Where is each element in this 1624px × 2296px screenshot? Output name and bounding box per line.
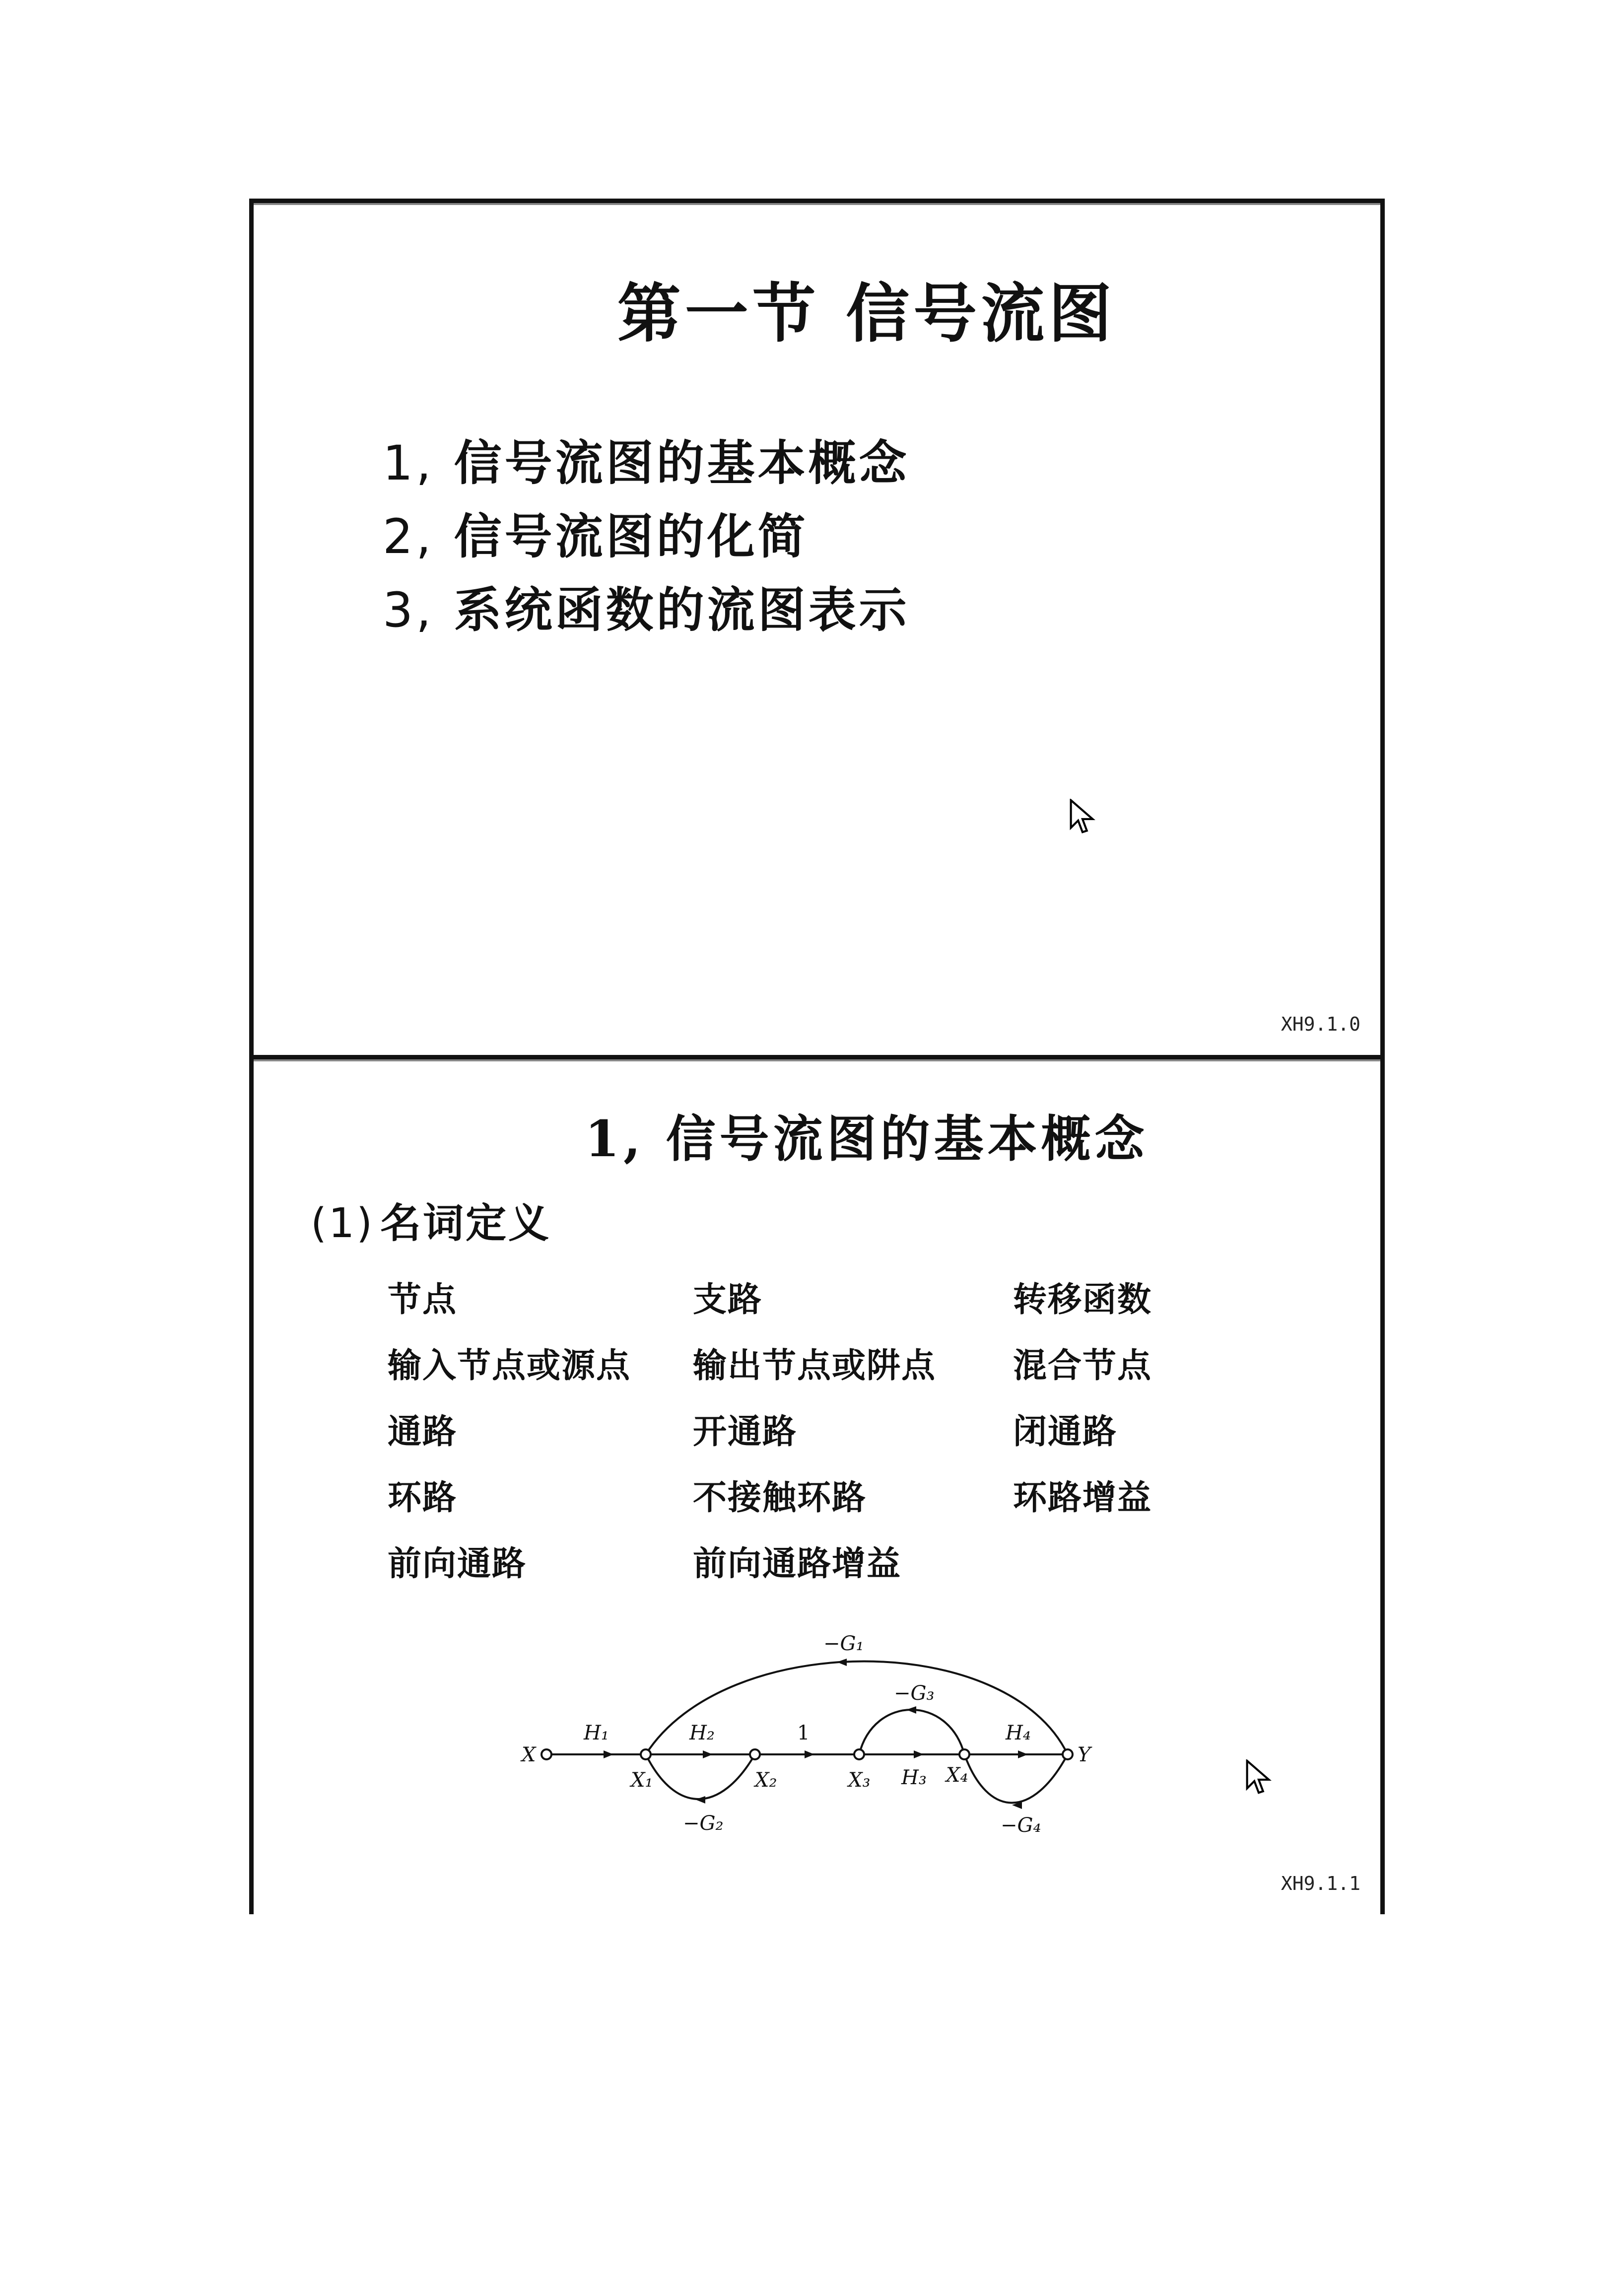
branch-G2 (646, 1754, 755, 1799)
term: 闭通路 (1013, 1412, 1118, 1452)
label-X1: X₁ (631, 1769, 653, 1792)
arrow-G3 (906, 1706, 916, 1714)
term: 节点 (388, 1280, 458, 1320)
outline-item (383, 573, 910, 647)
outline-item-number: 2, (383, 509, 434, 564)
term: 混合节点 (1013, 1346, 1152, 1386)
arrow-1 (805, 1750, 814, 1758)
term: 输出节点或阱点 (693, 1346, 937, 1386)
slide-1 (249, 199, 1385, 1055)
slide-1-title: 第一节 信号流图 (617, 277, 1116, 351)
arrow-H4 (1018, 1750, 1028, 1758)
term: 前向通路 (388, 1544, 527, 1584)
label-G1: −G₁ (823, 1632, 864, 1655)
slide-1-outline (383, 426, 910, 647)
term: 不接触环路 (693, 1478, 867, 1518)
term: 前向通路增益 (693, 1544, 902, 1584)
label-G2: −G₂ (683, 1812, 724, 1835)
outline-item-number: 3, (383, 582, 434, 638)
subheading-number: (1) (311, 1200, 375, 1247)
branch-G3 (859, 1710, 964, 1754)
outline-item-text: 信号流图的化简 (454, 508, 809, 564)
label-Y: Y (1078, 1743, 1091, 1766)
label-X4: X₄ (946, 1764, 968, 1787)
node-X1 (641, 1749, 651, 1759)
label-X2: X₂ (755, 1769, 777, 1792)
branch-G4 (964, 1754, 1068, 1803)
slide-top-rule (254, 203, 1380, 205)
term: 转移函数 (1013, 1280, 1152, 1320)
label-1: 1 (797, 1722, 810, 1744)
arrow-G1 (837, 1659, 847, 1666)
outline-item-text: 系统函数的流图表示 (454, 582, 910, 638)
label-H1: H₁ (584, 1722, 609, 1744)
mouse-pointer-icon (1068, 799, 1097, 836)
arrow-H3 (914, 1750, 924, 1758)
term: 开通路 (693, 1412, 798, 1452)
term: 环路增益 (1013, 1478, 1152, 1518)
node-X2 (750, 1749, 760, 1759)
mouse-pointer-icon (1244, 1759, 1274, 1797)
label-X: X (522, 1743, 536, 1766)
slide-1-footer-code: XH9.1.0 (1281, 1013, 1360, 1035)
label-H2: H₂ (689, 1722, 715, 1744)
node-X4 (959, 1749, 969, 1759)
label-H4: H₄ (1006, 1722, 1031, 1744)
term: 环路 (388, 1478, 458, 1518)
outline-item-text: 信号流图的基本概念 (454, 435, 910, 491)
arrow-H1 (604, 1750, 613, 1758)
node-X3 (854, 1749, 864, 1759)
slide-2-title: 1, 信号流图的基本概念 (585, 1110, 1149, 1168)
label-X3: X₃ (848, 1769, 871, 1792)
signal-flow-graph (254, 1059, 1380, 1919)
outline-item-number: 1, (383, 435, 434, 491)
term: 通路 (388, 1412, 458, 1452)
node-X (541, 1749, 551, 1759)
label-G3: −G₃ (894, 1682, 935, 1705)
arrow-G2 (695, 1796, 705, 1804)
subheading-text: 名词定义 (380, 1199, 551, 1247)
slide-2 (249, 1055, 1385, 1914)
label-G4: −G₄ (1001, 1814, 1041, 1837)
arrow-H2 (703, 1750, 713, 1758)
label-H3: H₃ (901, 1766, 927, 1789)
node-Y (1063, 1749, 1073, 1759)
outline-item (383, 426, 910, 500)
slide-2-footer-code: XH9.1.1 (1281, 1873, 1360, 1894)
term: 输入节点或源点 (388, 1346, 631, 1386)
term: 支路 (693, 1280, 763, 1320)
outline-item (383, 500, 910, 573)
